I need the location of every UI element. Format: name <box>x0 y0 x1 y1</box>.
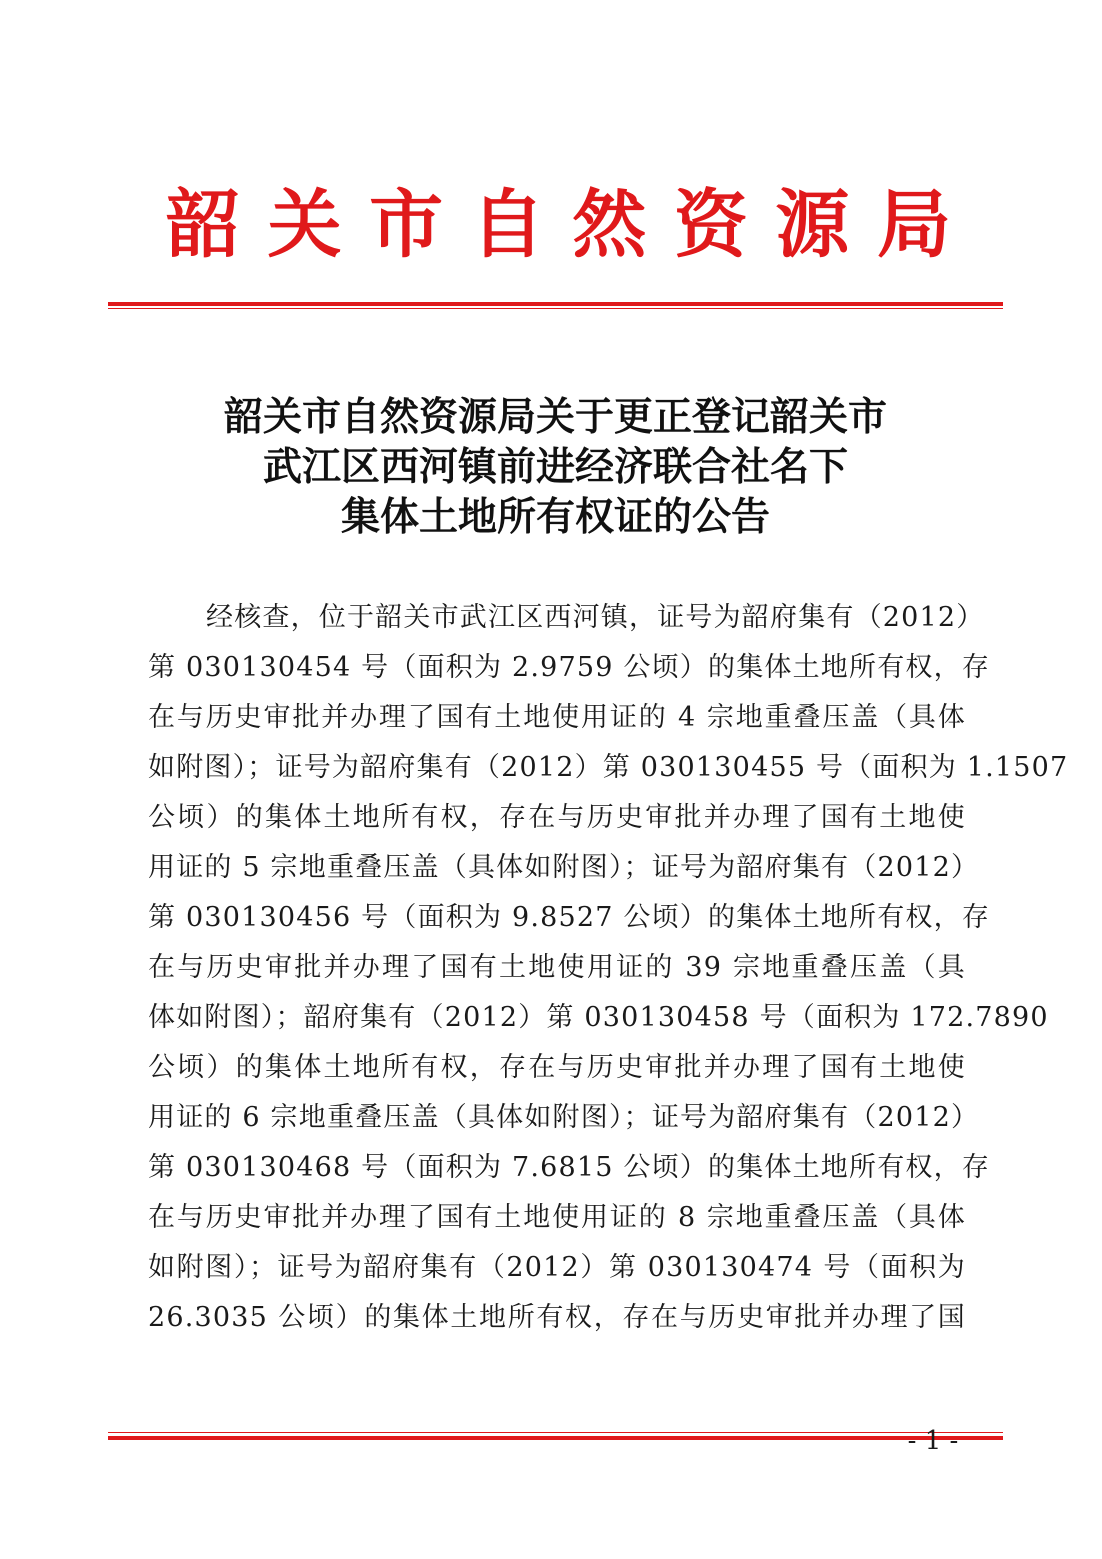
masthead-char: 关 <box>267 182 342 268</box>
body-line: 第 030130456 号（面积为 9.8527 公顷）的集体土地所有权，存 <box>148 902 991 933</box>
masthead-char: 市 <box>369 182 444 268</box>
document-body <box>148 593 1069 1343</box>
masthead-char: 韶 <box>166 182 240 268</box>
body-line: 公顷）的集体土地所有权，存在与历史审批并办理了国有土地使 <box>148 802 966 833</box>
body-line: 在与历史审批并办理了国有土地使用证的 4 宗地重叠压盖（具体 <box>148 702 966 733</box>
body-line: 如附图）；证号为韶府集有（2012）第 030130455 号（面积为 1.1507 <box>148 752 1069 783</box>
header-divider-thick <box>108 302 1003 306</box>
masthead-char: 局 <box>876 182 951 268</box>
body-line: 公顷）的集体土地所有权，存在与历史审批并办理了国有土地使 <box>148 1052 966 1083</box>
body-line: 在与历史审批并办理了国有土地使用证的 8 宗地重叠压盖（具体 <box>148 1202 966 1233</box>
masthead-char: 自 <box>470 182 545 268</box>
body-line: 如附图）；证号为韶府集有（2012）第 030130474 号（面积为 <box>148 1252 966 1283</box>
masthead-char: 资 <box>673 182 748 268</box>
body-line: 第 030130468 号（面积为 7.6815 公顷）的集体土地所有权，存 <box>148 1152 991 1183</box>
title-line: 韶关市自然资源局关于更正登记韶关市 <box>223 394 887 440</box>
body-line: 在与历史审批并办理了国有土地使用证的 39 宗地重叠压盖（具 <box>148 952 966 983</box>
document-title <box>108 392 1003 542</box>
header-divider-thin <box>108 308 1003 309</box>
body-line: 用证的 5 宗地重叠压盖（具体如附图）；证号为韶府集有（2012） <box>148 852 980 883</box>
masthead-char: 然 <box>572 182 647 268</box>
body-line: 26.3035 公顷）的集体土地所有权，存在与历史审批并办理了国 <box>148 1302 966 1333</box>
body-line: 第 030130454 号（面积为 2.9759 公顷）的集体土地所有权，存 <box>148 652 991 683</box>
masthead-agency-name <box>108 182 1003 268</box>
footer-divider-thin <box>108 1432 1003 1433</box>
title-line: 武江区西河镇前进经济联合社名下 <box>262 444 848 490</box>
masthead-char: 源 <box>775 182 850 268</box>
page-number: - 1 - <box>907 1426 959 1456</box>
body-line: 体如附图）；韶府集有（2012）第 030130458 号（面积为 172.7890 <box>148 1002 1049 1033</box>
footer-divider-thick <box>108 1436 1003 1440</box>
body-line: 经核查，位于韶关市武江区西河镇，证号为韶府集有（2012） <box>206 602 985 633</box>
title-line: 集体土地所有权证的公告 <box>340 494 770 540</box>
body-line: 用证的 6 宗地重叠压盖（具体如附图）；证号为韶府集有（2012） <box>148 1102 980 1133</box>
